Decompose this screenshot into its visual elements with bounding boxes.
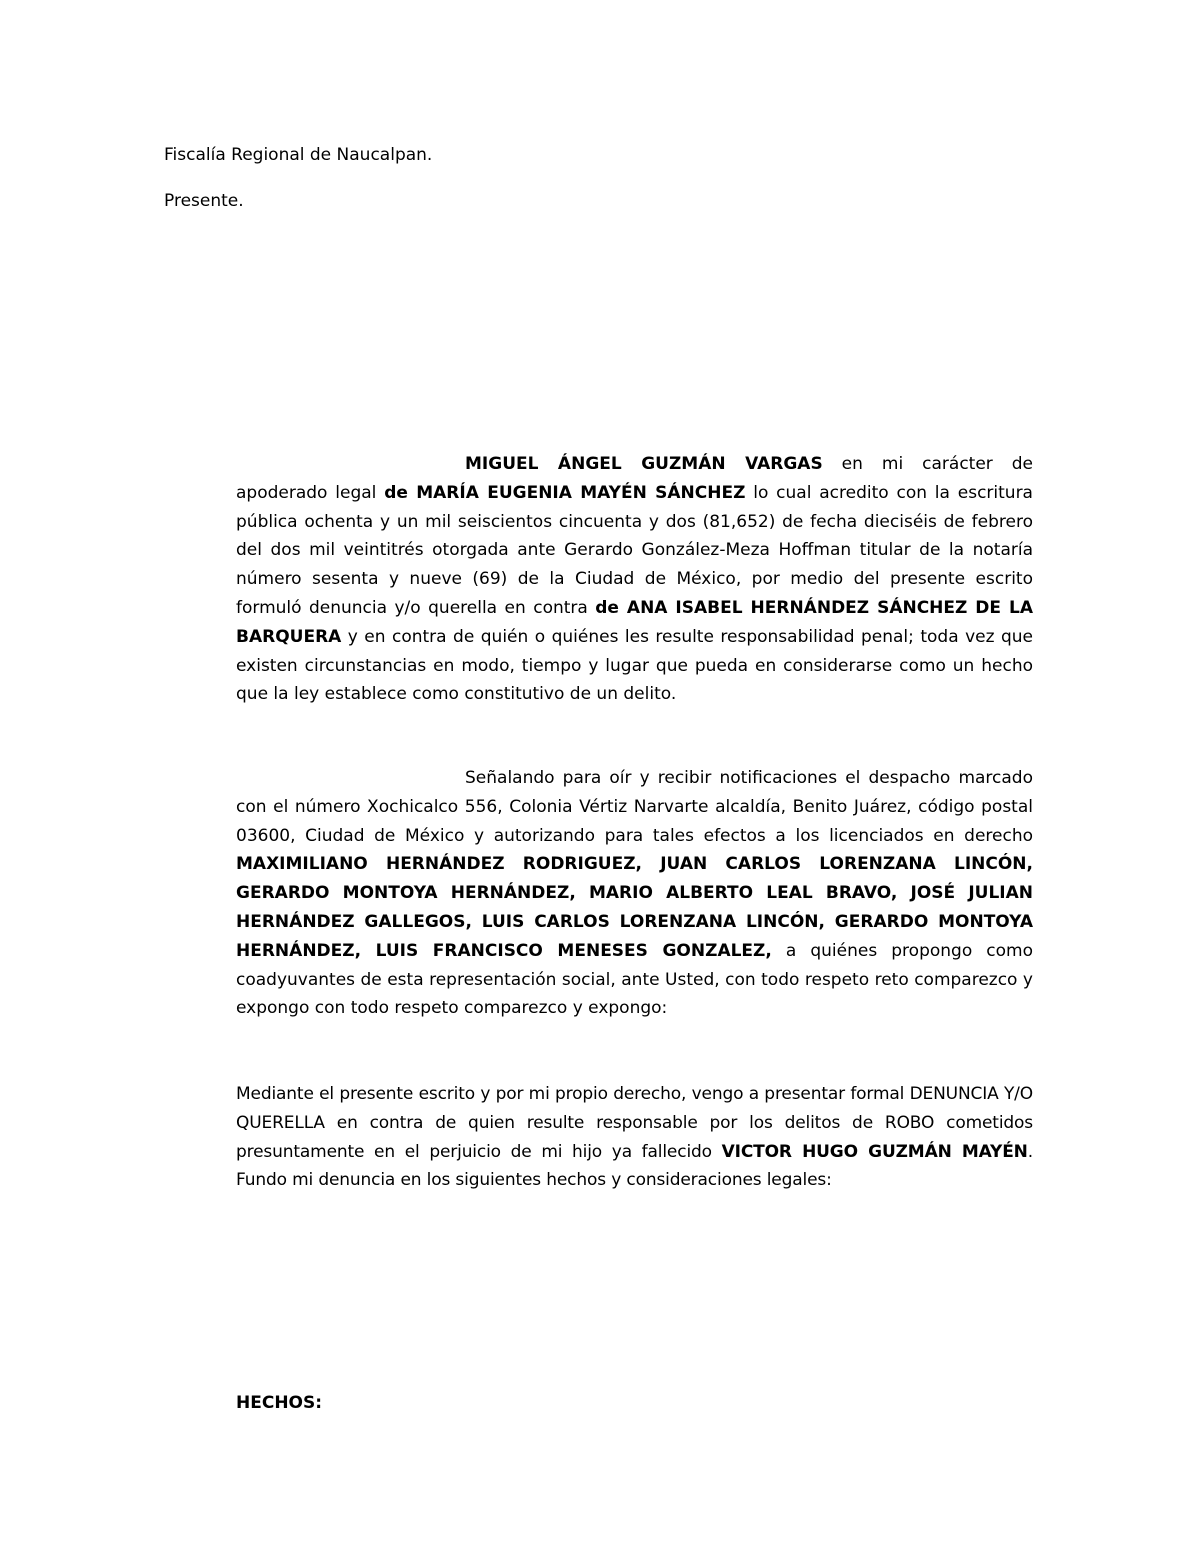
paragraph-3-text-2: . Fundo mi denuncia en los siguientes hechos y consideraciones legales: [236,1141,1034,1191]
paragraph-2-text-2: a quiénes propongo como coadyuvantes de esta representación social, ante Usted, con todo respeto reto comparezco y expongo con todo respeto comparezco y expongo: [236,940,1033,1019]
paragraph-apoderado [236,450,1033,709]
name-ana-isabel: de ANA ISABEL HERNÁNDEZ SÁNCHEZ DE LA BARQUERA [236,597,1033,647]
hechos-heading: HECHOS: [236,1393,323,1413]
paragraph-3-text-1: Mediante el presente escrito y por mi propio derecho, vengo a presentar formal DENUNCIA Y/O QUERELLA en contra de quien resulte responsable por los delitos de ROBO cometidos presuntamente en el perjuicio de mi hijo ya fallecido [236,1084,1033,1162]
name-victor-hugo: VICTOR HUGO GUZMÁN MAYÉN [721,1141,1028,1162]
name-maria-eugenia: MARÍA EUGENIA MAYÉN SÁNCHEZ [407,482,746,503]
bold-de: de [384,482,408,503]
licenciados-names: MAXIMILIANO HERNÁNDEZ RODRIGUEZ, JUAN CARLOS LORENZANA LINCÓN, GERARDO MONTOYA HERNÁNDEZ, MARIO ALBERTO LEAL BRAVO, JOSÉ JULIAN HERNÁNDEZ GALLEGOS, LUIS CARLOS LORENZANA LINCÓN, GERARDO MONTOYA HERNÁNDEZ, LUIS FRANCISCO MENESES GONZALEZ, [236,854,1033,961]
name-miguel-angel: MIGUEL ÁNGEL GUZMÁN VARGAS [465,454,823,474]
paragraph-2-text-1: Señalando para oír y recibir notificaciones el despacho marcado con el número Xochicalco 556, Colonia Vértiz Narvarte alcaldía, Benito Juárez, código postal 03600, Ciudad de México y autorizando para tales efectos a los licenciados en derecho [236,768,1033,846]
paragraph-1-text-1: en mi carácter de apoderado legal [236,454,1034,503]
addressee-line: Fiscalía Regional de Naucalpan. [164,145,433,165]
presente-line: Presente. [164,191,244,211]
paragraph-1-text-2: lo cual acredito con la escritura pública ochenta y un mil seiscientos cincuenta y dos (81,652) de fecha dieciséis de febrero del dos mil veintitrés otorgada ante Gerardo González-Meza Hoffman titular de la notaría número sesenta y nueve (69) de la Ciudad de México, por medio del presente escrito formuló denuncia y/o querella en contra [236,482,1033,618]
paragraph-1-text-3: y en contra de quién o quiénes les resulte responsabilidad penal; toda vez que existen circunstancias en modo, tiempo y lugar que pueda en considerarse como un hecho que la ley establece como constitutivo de un delito. [236,626,1033,705]
paragraph-denuncia [236,1080,1033,1195]
paragraph-notificaciones [236,764,1033,1023]
